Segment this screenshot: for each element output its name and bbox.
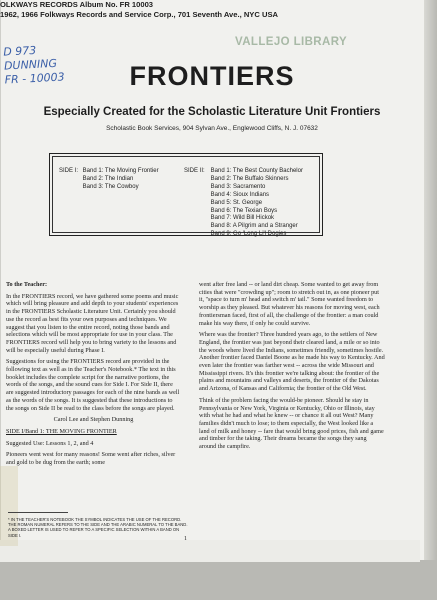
library-stamp: VALLEJO LIBRARY [235, 36, 348, 48]
frontier-paragraph: Where was the frontier? Three hundred years ago, to the settlers of New England, the frontier was just beyond their cleared land, a mile or so into the woods where lived the Indians, sometimes friendly, sometimes hostile. Another frontier faced Daniel Boone as he made his way to Kentucky. And even later the frontier was farther west -- across the wide Missouri and Mississippi rivers. It's this frontier we're talking about: the frontier of the plains and mountains and valleys and deserts, the frontier of the Dakotas and Arizona, of Kansas and California; the frontier of the Old West. [199, 331, 385, 393]
side-one-list [59, 168, 159, 192]
list-item: Band 2: The Buffalo Skinners [210, 175, 289, 182]
contents-box [49, 153, 323, 236]
list-item: Band 2: The Indian [82, 175, 134, 182]
list-item: Band 3: The Cowboy [82, 183, 139, 190]
page-number: 1 [184, 536, 187, 542]
left-column [6, 281, 181, 471]
authors: Carol Lee and Stephen Dunning [53, 416, 134, 424]
list-item: Band 5: St. George [210, 199, 263, 206]
footnote: * IN THE TEACHER'S NOTEBOOK THE SYMBOL INDICATES THE USE OF THE RECORD. THE ROMAN NUMERAL REFERS TO THE SIDE AND THE ARABIC NUMERAL TO THE BAND. A BOXED LETTER IS USED TO REFER TO A SPECIFIC SELECTION WITHIN A BAND ON SIDE I. [8, 517, 188, 538]
list-item: Band 9: Go 'Long Li'l Dogies [210, 231, 287, 238]
suggestions-paragraph: Suggestions for using the FRONTIERS record are provided in the following text as well as in the Teacher's Notebook.* The text in this booklet includes the complete script for the narrative portions, the words of the songs, and the sound cues for Side I. For Side II, there are suggested introductory passages for each of the nine bands as well as the words of the songs. It is suggested that these introductions to the songs on Side II be read to the class before the songs are played. [6, 358, 180, 412]
record-header-line2: 1962, 1966 Folkways Records and Service Corp., 701 Seventh Ave., NYC USA [0, 9, 278, 19]
right-column [199, 281, 385, 455]
record-header-line1: OLKWAYS RECORDS Album No. FR 10003 [0, 0, 154, 9]
suggested-use: Suggested Use: Lessons 1, 2, and 4 [6, 439, 94, 447]
list-item: Band 6: The Texian Boys [210, 207, 278, 214]
list-item: Band 8: A Pilgrim and a Stranger [210, 223, 298, 230]
list-item: Band 4: Sioux Indians [210, 191, 270, 198]
free-land-paragraph: went after free land -- or land dirt cheap. Some wanted to get away from cities that were "crowding up"; room to stretch out in, as one pioneer put it, "space to turn m' head and switch m' tail." Some wanted freedom to worship as they pleased. But whatever his reasons for moving west, each frontiersman faced, first of all, the challenge of the frontier: a man could make his way there, if only he could survive. [199, 281, 380, 327]
document-subtitle: Especially Created for the Scholastic Literature Unit Frontiers [43, 106, 381, 118]
document-title: FRONTIERS [129, 61, 295, 91]
footnote-rule [8, 512, 68, 513]
handwritten-line2: DUNNING [3, 56, 58, 73]
page-edge-fold [424, 0, 437, 600]
list-item: SIDE II: Band 1: The Best County Bachelor [184, 168, 303, 174]
pioneer-problem-paragraph: Think of the problem facing the would-be pioneer. Should he stay in Pennsylvania or New York, Virginia or Kentucky, Ohio or Illinois, stay with what he had and what he knew -- or chance it all out West? Many families didn't much to lose; to them especially, the West looked like a land of milk and honey -- fare that would bring good prices, fish and game and timber for the taking. Their dreams became the songs they sang around the campfire. [199, 396, 384, 451]
publisher-line: Scholastic Book Services, 904 Sylvan Ave., Englewood Cliffs, N. J. 07632 [106, 125, 318, 132]
intro-paragraph: In the FRONTIERS record, we have gathered some poems and music which will bring pleasure and add depth to your students' experiences in the FRONTIERS Scholastic Literature Unit. Certainly you should use the record as best fits your own purposes and techniques. We suggest that you listen to the entire record, noting those bands and selections which will be most appropriate for use in your class. The FRONTIERS record will help you to bring variety to the lessons and will be especially useful during Phase I. [6, 292, 179, 354]
bottom-page-edge [0, 540, 420, 562]
section-heading: SIDE I/Band 1: THE MOVING FRONTIER [6, 427, 117, 435]
handwritten-line3: FR - 10003 [4, 70, 65, 87]
list-item: Band 7: Wild Bill Hickok [210, 215, 275, 222]
salutation: To the Teacher: [6, 281, 48, 288]
list-item: Band 3: Sacramento [210, 183, 266, 190]
handwritten-line1: D 973 [2, 43, 37, 59]
record-header [0, 0, 420, 19]
bottom-scan-strip [0, 560, 437, 600]
list-item: SIDE I: Band 1: The Moving Frontier [59, 168, 159, 174]
side-two-list [184, 168, 303, 239]
pioneers-paragraph: Pioneers went west for many reasons! Some went after riches, silver and gold to be dug from the earth; some [6, 451, 176, 467]
